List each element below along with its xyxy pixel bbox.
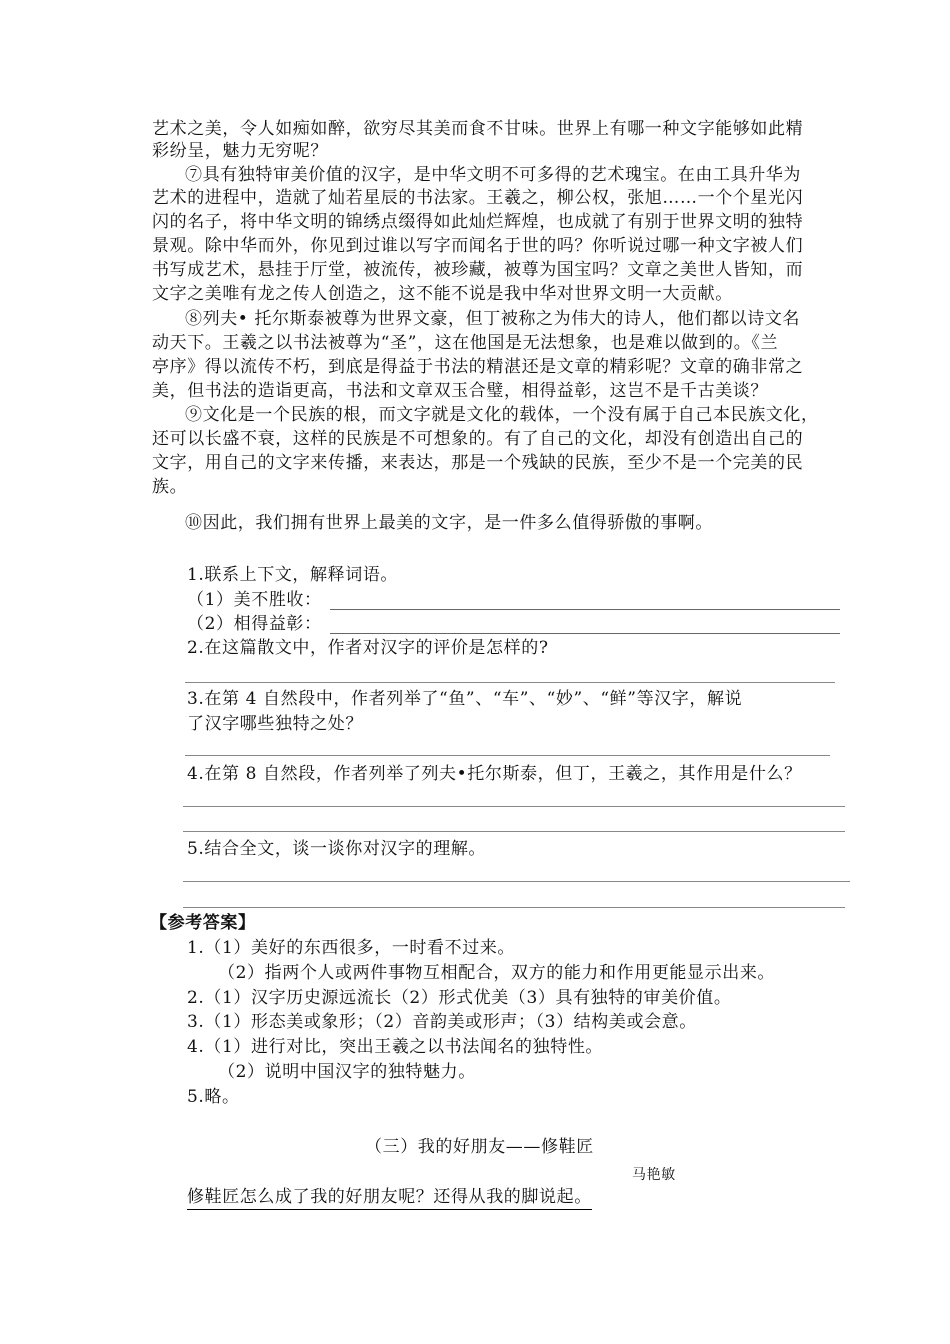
p7-line-6: 文字之美唯有龙之传人创造之，这不能不说是我中华对世界文明一大贡献。 (152, 284, 733, 304)
question-1-1: （1）美不胜收： (187, 590, 322, 610)
answer-line-2[interactable] (185, 682, 835, 683)
question-2: 2.在这篇散文中，作者对汉字的评价是怎样的? (187, 638, 549, 658)
answer-3: 3.（1）形态美或象形；（2）音韵美或形声；（3）结构美或会意。 (187, 1012, 697, 1032)
answer-1-2: （2）指两个人或两件事物互相配合，双方的能力和作用更能显示出来。 (218, 963, 776, 983)
answer-blank-1-2[interactable] (330, 633, 840, 634)
answer-line-4b[interactable] (183, 831, 845, 832)
p8-line-4: 美，但书法的造诣更高，书法和文章双玉合璧，相得益彰，这岂不是千古美谈？ (152, 381, 768, 401)
p6-line-2: 彩纷呈，魅力无穷呢？ (152, 141, 328, 161)
question-1: 1.联系上下文，解释词语。 (187, 565, 399, 585)
article-title: （三）我的好朋友——修鞋匠 (365, 1137, 594, 1157)
p9-line-1: ⑨文化是一个民族的根，而文字就是文化的载体，一个没有属于自己本民族文化， (185, 405, 819, 425)
answer-4-2: （2）说明中国汉字的独特魅力。 (218, 1062, 476, 1082)
p9-line-4: 族。 (152, 477, 188, 497)
p7-line-5: 书写成艺术，悬挂于厅堂，被流传，被珍藏，被尊为国宝吗？文章之美世人皆知，而 (152, 260, 804, 280)
p8-line-3: 亭序》得以流传不朽，到底是得益于书法的精湛还是文章的精彩呢？文章的确非常之 (152, 357, 804, 377)
p8-line-1: ⑧列夫• 托尔斯泰被尊为世界文豪，但丁被称之为伟大的诗人，他们都以诗文名 (185, 309, 801, 329)
article-first-line (187, 1186, 592, 1208)
p7-line-1: ⑦具有独特审美价值的汉字，是中华文明不可多得的艺术瑰宝。在由工具升华为 (185, 165, 801, 185)
p9-line-2: 还可以长盛不衰，这样的民族是不可想象的。有了自己的文化，却没有创造出自己的 (152, 429, 804, 449)
article-author: 马艳敏 (632, 1167, 676, 1183)
answer-4-1: 4.（1）进行对比，突出王羲之以书法闻名的独特性。 (187, 1037, 604, 1057)
p7-line-3: 闪的名子，将中华文明的锦绣点缀得如此灿烂辉煌，也成就了有别于世界文明的独特 (152, 212, 804, 232)
question-4: 4.在第 8 自然段，作者列举了列夫•托尔斯泰，但丁，王羲之，其作用是什么？ (187, 764, 802, 784)
answer-blank-1-1[interactable] (330, 609, 840, 610)
answers-header: 【参考答案】 (150, 913, 256, 933)
question-1-2: （2）相得益彰： (187, 614, 322, 634)
question-5: 5.结合全文，谈一谈你对汉字的理解。 (187, 839, 487, 859)
question-3-line-2: 了汉字哪些独特之处？ (187, 714, 363, 734)
p8-line-2: 动天下。王羲之以书法被尊为“圣”，这在他国是无法想象，也是难以做到的。《兰 (152, 333, 779, 353)
answer-1-1: 1.（1）美好的东西很多，一时看不过来。 (187, 938, 516, 958)
p7-line-2: 艺术的进程中，造就了灿若星辰的书法家。王羲之，柳公权，张旭……一个个星光闪 (152, 188, 804, 208)
answer-line-5b[interactable] (183, 907, 845, 908)
p9-line-3: 文字，用自己的文字来传播，来表达，那是一个残缺的民族，至少不是一个完美的民 (152, 453, 804, 473)
question-3-line-1: 3.在第 4 自然段中，作者列举了“鱼”、“车”、“妙”、“鲜”等汉字，解说 (187, 689, 743, 709)
p10-line: ⑩因此，我们拥有世界上最美的文字，是一件多么值得骄傲的事啊。 (185, 513, 713, 533)
p7-line-4: 景观。除中华而外，你见到过谁以写字而闻名于世的吗？你听说过哪一种文字被人们 (152, 236, 804, 256)
article-first-line-text: 修鞋匠怎么成了我的好朋友呢？还得从我的脚说起。 (187, 1187, 592, 1210)
answer-line-5a[interactable] (183, 881, 850, 882)
answer-2: 2.（1）汉字历史源远流长（2）形式优美（3）具有独特的审美价值。 (187, 988, 732, 1008)
answer-line-4a[interactable] (183, 806, 845, 807)
answer-5: 5.略。 (187, 1087, 240, 1107)
answer-line-3[interactable] (185, 755, 830, 756)
p6-line-1: 艺术之美，令人如痴如醉，欲穷尽其美而食不甘味。世界上有哪一种文字能够如此精 (152, 119, 804, 139)
